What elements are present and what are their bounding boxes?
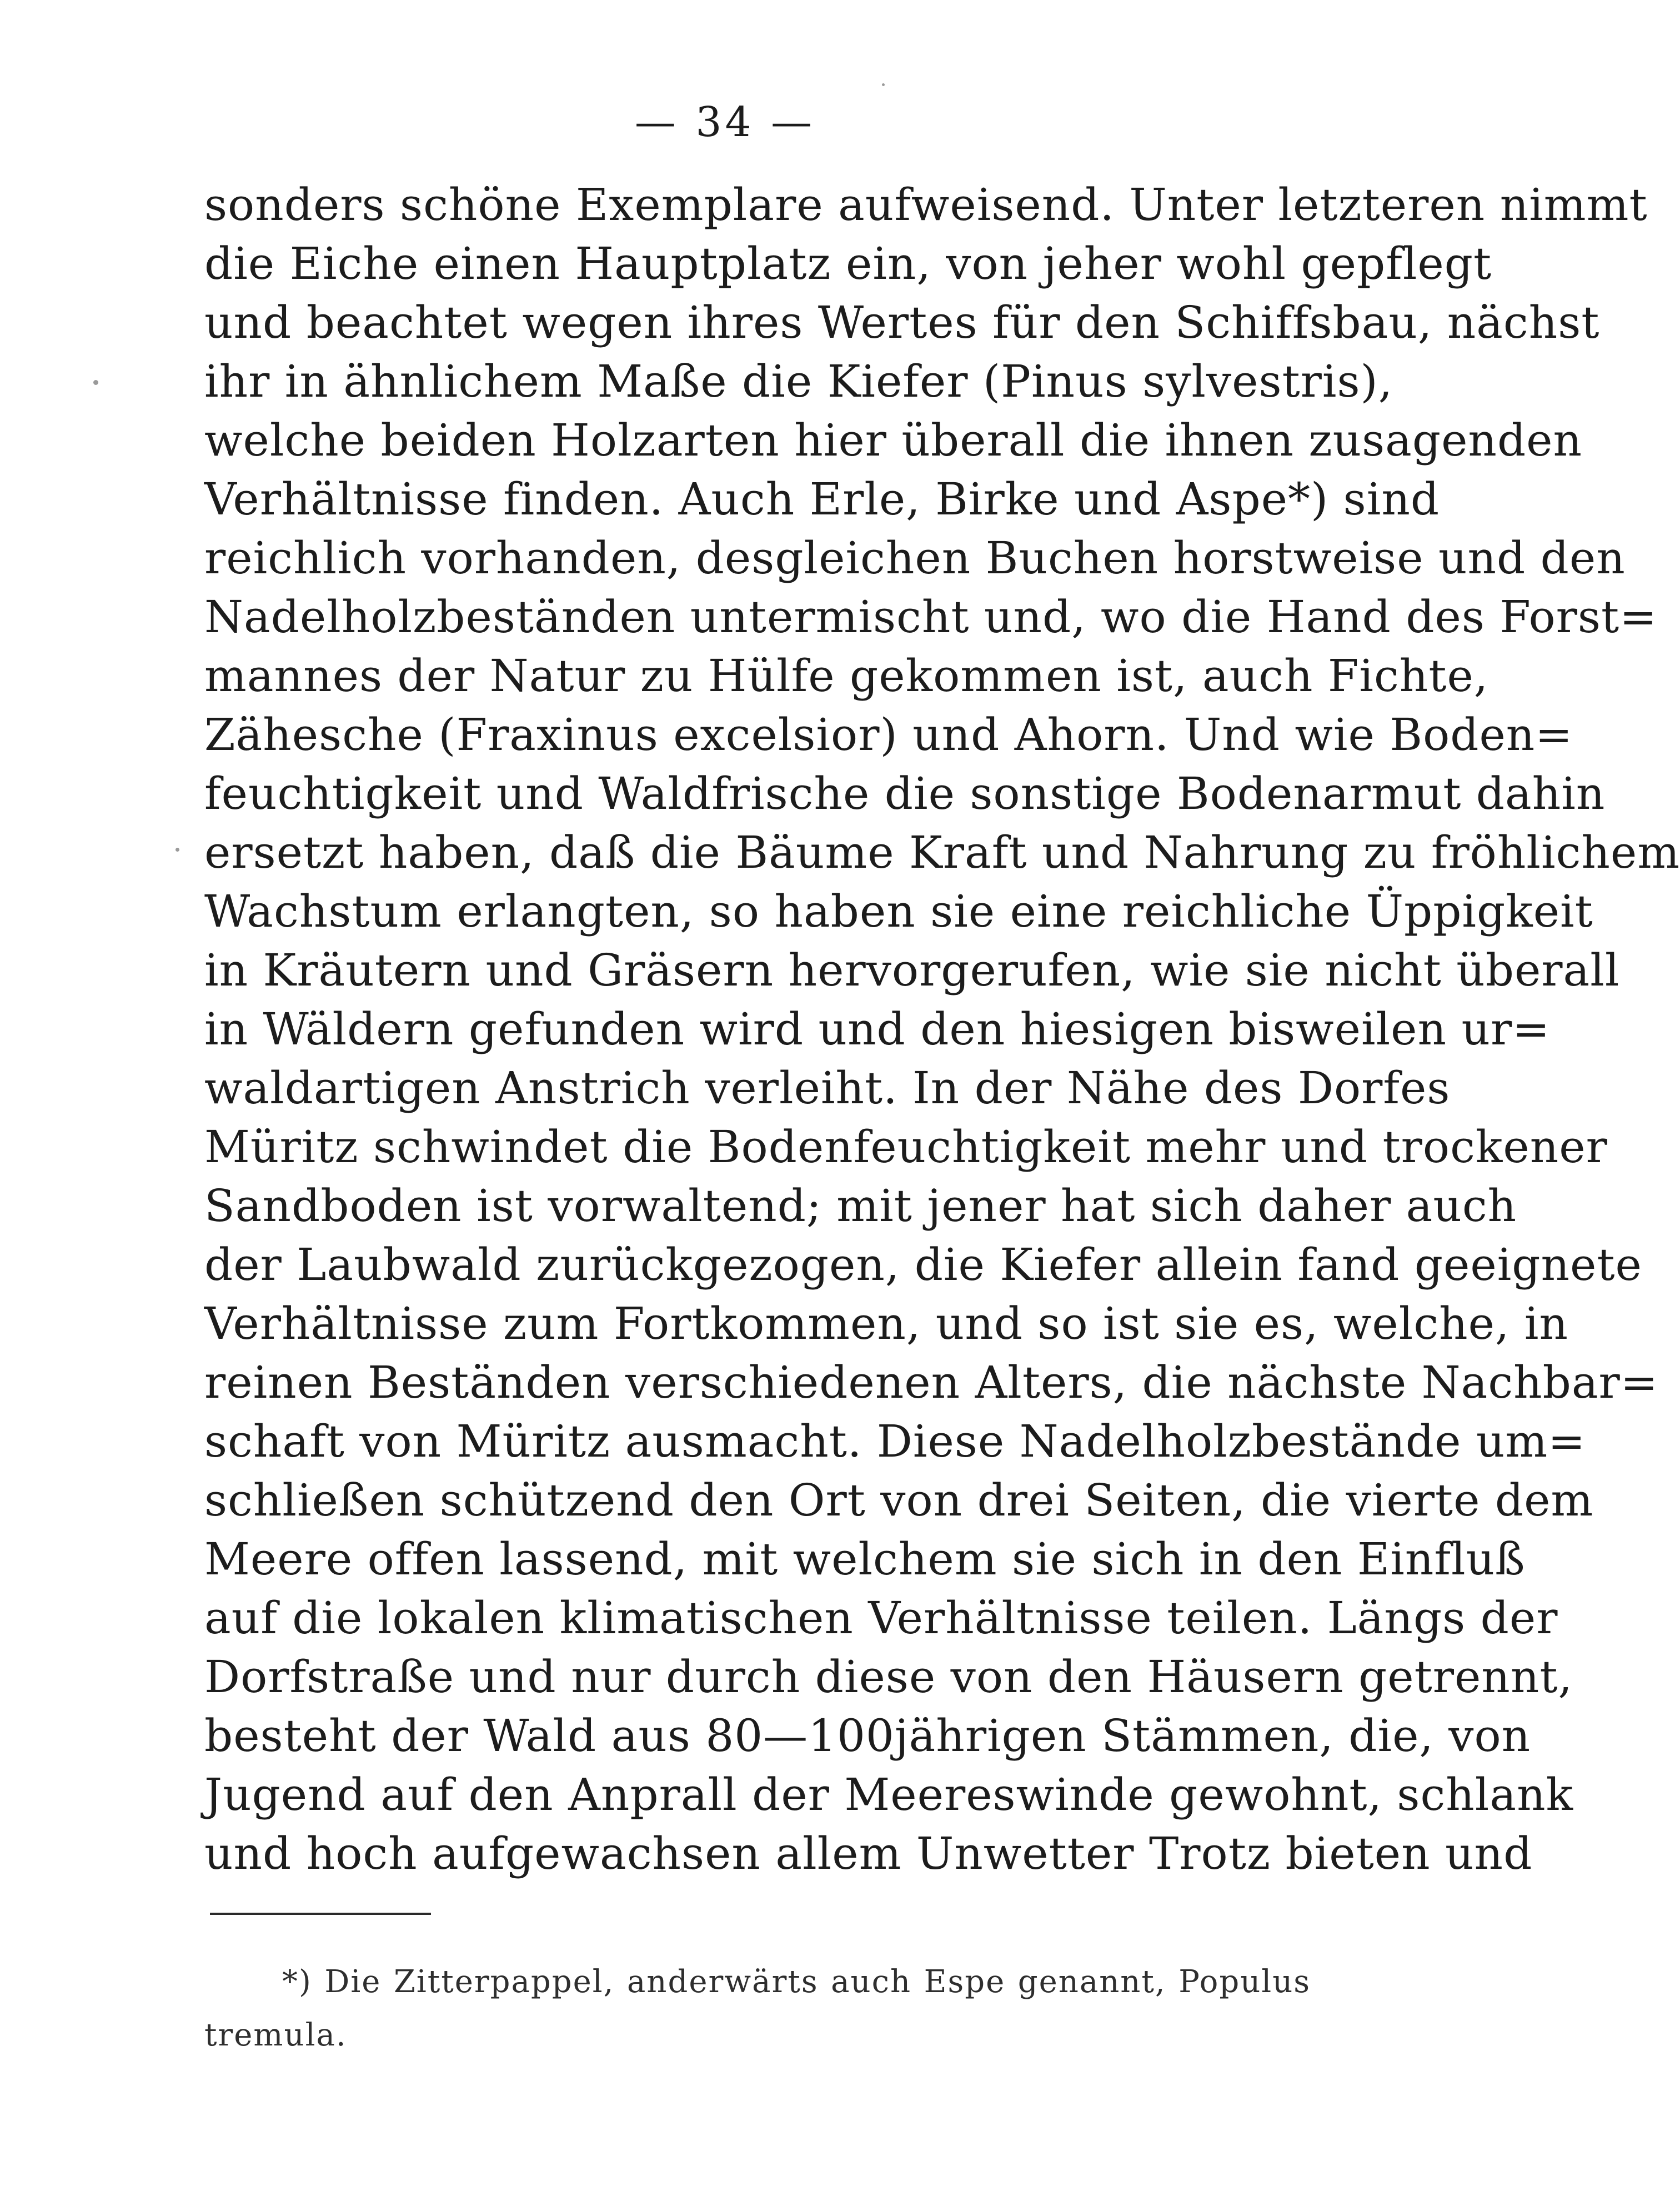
paper-speck: [175, 848, 179, 852]
text-line: schaft von Müritz ausmacht. Diese Nadelholzbestände um=: [204, 1415, 1586, 1467]
footnote-line: *) Die Zitterpappel, anderwärts auch Espe genannt, Populus: [282, 1964, 1311, 2000]
text-line: mannes der Natur zu Hülfe gekommen ist, auch Fichte,: [204, 650, 1489, 702]
text-line: Dorfstraße und nur durch diese von den Häusern getrennt,: [204, 1651, 1573, 1703]
footnote-line: tremula.: [204, 2017, 347, 2053]
text-line: in Kräutern und Gräsern hervorgerufen, wie sie nicht überall: [204, 944, 1620, 996]
text-line: die Eiche einen Hauptplatz ein, von jeher wohl gepflegt: [204, 238, 1492, 289]
footnote-divider: [210, 1913, 431, 1915]
text-line: ersetzt haben, daß die Bäume Kraft und Nahrung zu fröhlichem: [204, 827, 1680, 878]
text-line: Müritz schwindet die Bodenfeuchtigkeit mehr und trockener: [204, 1121, 1608, 1173]
text-line: waldartigen Anstrich verleiht. In der Nähe des Dorfes: [204, 1062, 1451, 1114]
text-line: Meere offen lassend, mit welchem sie sich in den Einfluß: [204, 1533, 1526, 1585]
text-line: ihr in ähnlichem Maße die Kiefer (Pinus sylvestris),: [204, 356, 1393, 407]
text-line: Jugend auf den Anprall der Meereswinde gewohnt, schlank: [204, 1769, 1574, 1820]
text-line: Sandboden ist vorwaltend; mit jener hat sich daher auch: [204, 1180, 1517, 1232]
text-line: Wachstum erlangten, so haben sie eine reichliche Üppigkeit: [204, 886, 1593, 937]
text-line: reichlich vorhanden, desgleichen Buchen horstweise und den: [204, 532, 1626, 584]
body-text: [204, 176, 1680, 1883]
text-line: Zäheschе (Fraxinus excelsior) und Ahorn. Und wie Boden=: [204, 709, 1573, 761]
footnote: [204, 1955, 1311, 2062]
text-line: und hoch aufgewachsen allem Unwetter Trotz bieten und: [204, 1828, 1533, 1879]
text-line: besteht der Wald aus 80—100jährigen Stämmen, die, von: [204, 1710, 1531, 1762]
paper-speck: [882, 83, 885, 86]
text-line: der Laubwald zurückgezogen, die Kiefer allein fand geeignete: [204, 1239, 1642, 1290]
text-line: Verhältnisse finden. Auch Erle, Birke und Aspe*) sind: [204, 473, 1440, 525]
text-line: in Wäldern gefunden wird und den hiesigen bisweilen ur=: [204, 1003, 1551, 1055]
text-line: reinen Beständen verschiedenen Alters, die nächste Nachbar=: [204, 1357, 1658, 1408]
text-line: schließen schützend den Ort von drei Seiten, die vierte dem: [204, 1474, 1594, 1526]
text-line: sonders schöne Exemplare aufweisend. Unter letzteren nimmt: [204, 179, 1648, 231]
text-line: Nadelholzbeständen untermischt und, wo die Hand des Forst=: [204, 591, 1658, 643]
text-line: auf die lokalen klimatischen Verhältnisse teilen. Längs der: [204, 1592, 1558, 1644]
text-line: Verhältnisse zum Fortkommen, und so ist sie es, welche, in: [204, 1298, 1568, 1349]
page-number: — 34 —: [634, 98, 816, 146]
paper-speck: [93, 380, 98, 385]
text-line: und beachtet wegen ihres Wertes für den Schiffsbau, nächst: [204, 297, 1600, 348]
text-line: feuchtigkeit und Waldfrische die sonstige Bodenarmut dahin: [204, 768, 1606, 819]
text-line: welche beiden Holzarten hier überall die ihnen zusagenden: [204, 414, 1583, 466]
